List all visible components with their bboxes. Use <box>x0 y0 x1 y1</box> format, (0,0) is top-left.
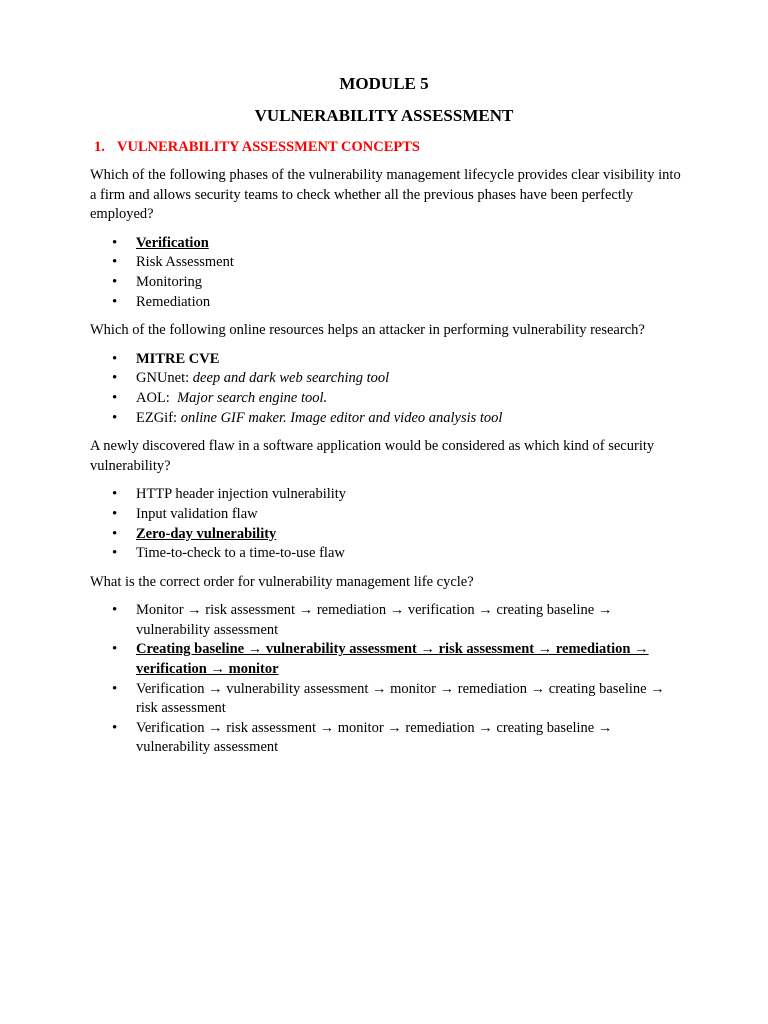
option-list <box>90 350 690 428</box>
option-item <box>90 485 690 505</box>
option-item <box>90 234 690 254</box>
bullet-icon: • <box>112 350 118 367</box>
module-title: MODULE 5 <box>339 74 429 93</box>
option-item <box>90 350 690 370</box>
option-text: Risk Assessment <box>136 254 234 271</box>
question-list <box>90 166 690 767</box>
option-text: Monitoring <box>136 273 203 290</box>
option-item <box>90 505 690 525</box>
question-text: Which of the following phases of the vulnerability management lifecycle provides clear visibility into a firm and allows security teams to check whether all the previous phases have been perfectly employed? <box>90 167 681 223</box>
option-item <box>90 293 690 313</box>
section-title: VULNERABILITY ASSESSMENT CONCEPTS <box>117 139 420 155</box>
option-item <box>90 273 690 293</box>
option-item <box>90 719 690 758</box>
option-description: deep and dark web searching tool <box>192 370 390 387</box>
bullet-icon: • <box>112 254 118 271</box>
bullet-icon: • <box>112 680 118 697</box>
bullet-icon: • <box>112 389 118 406</box>
bullet-icon: • <box>112 293 118 310</box>
bullet-icon: • <box>112 641 118 658</box>
bullet-icon: • <box>112 409 118 426</box>
option-text: EZGif: <box>136 409 181 426</box>
bullet-icon: • <box>112 234 118 251</box>
bullet-icon: • <box>112 273 118 290</box>
bullet-icon: • <box>112 719 118 736</box>
question-text: What is the correct order for vulnerability management life cycle? <box>90 573 474 590</box>
correct-answer: Zero-day vulnerability <box>136 525 277 542</box>
option-text: Remediation <box>136 293 211 310</box>
correct-answer: Verification <box>136 234 209 251</box>
question-text: A newly discovered flaw in a software application would be considered as which kind of security vulnerability? <box>90 438 655 474</box>
option-text: Monitor → risk assessment → remediation → verification → creating baseline → vulnerability assessment <box>136 602 613 638</box>
question-text: Which of the following online resources helps an attacker in performing vulnerability research? <box>90 322 645 339</box>
option-text: Input validation flaw <box>136 505 258 522</box>
option-list <box>90 485 690 563</box>
bullet-icon: • <box>112 545 118 562</box>
option-text: GNUnet: <box>136 370 193 387</box>
bullet-icon: • <box>112 525 118 542</box>
correct-answer: MITRE CVE <box>136 350 220 367</box>
option-text: Verification → risk assessment → monitor → remediation → creating baseline → vulnerability assessment <box>136 719 613 756</box>
option-item <box>90 525 690 545</box>
option-text: Time-to-check to a time-to-use flaw <box>136 545 345 562</box>
option-text: AOL: <box>136 389 178 406</box>
option-item <box>90 369 690 389</box>
option-item <box>90 253 690 273</box>
bullet-icon: • <box>112 602 118 619</box>
section-number: 1. <box>94 139 105 155</box>
option-item <box>90 409 690 429</box>
option-description: Major search engine tool. <box>177 389 328 406</box>
option-text: Verification → vulnerability assessment → monitor → remediation → creating baseline → risk assessment <box>136 680 665 717</box>
option-list <box>90 234 690 312</box>
option-item <box>90 680 690 719</box>
bullet-icon: • <box>112 370 118 387</box>
option-description: online GIF maker. Image editor and video analysis tool <box>180 409 503 426</box>
bullet-icon: • <box>112 486 118 503</box>
option-list <box>90 601 690 758</box>
bullet-icon: • <box>112 505 118 522</box>
correct-answer: Creating baseline → vulnerability assessment → risk assessment → remediation → verification → monitor <box>136 641 649 678</box>
option-item <box>90 640 690 679</box>
section-heading <box>94 137 420 157</box>
option-item <box>90 389 690 409</box>
option-item <box>90 544 690 564</box>
option-text: HTTP header injection vulnerability <box>136 486 347 503</box>
module-subtitle: VULNERABILITY ASSESSMENT <box>254 106 514 125</box>
option-item <box>90 601 690 640</box>
